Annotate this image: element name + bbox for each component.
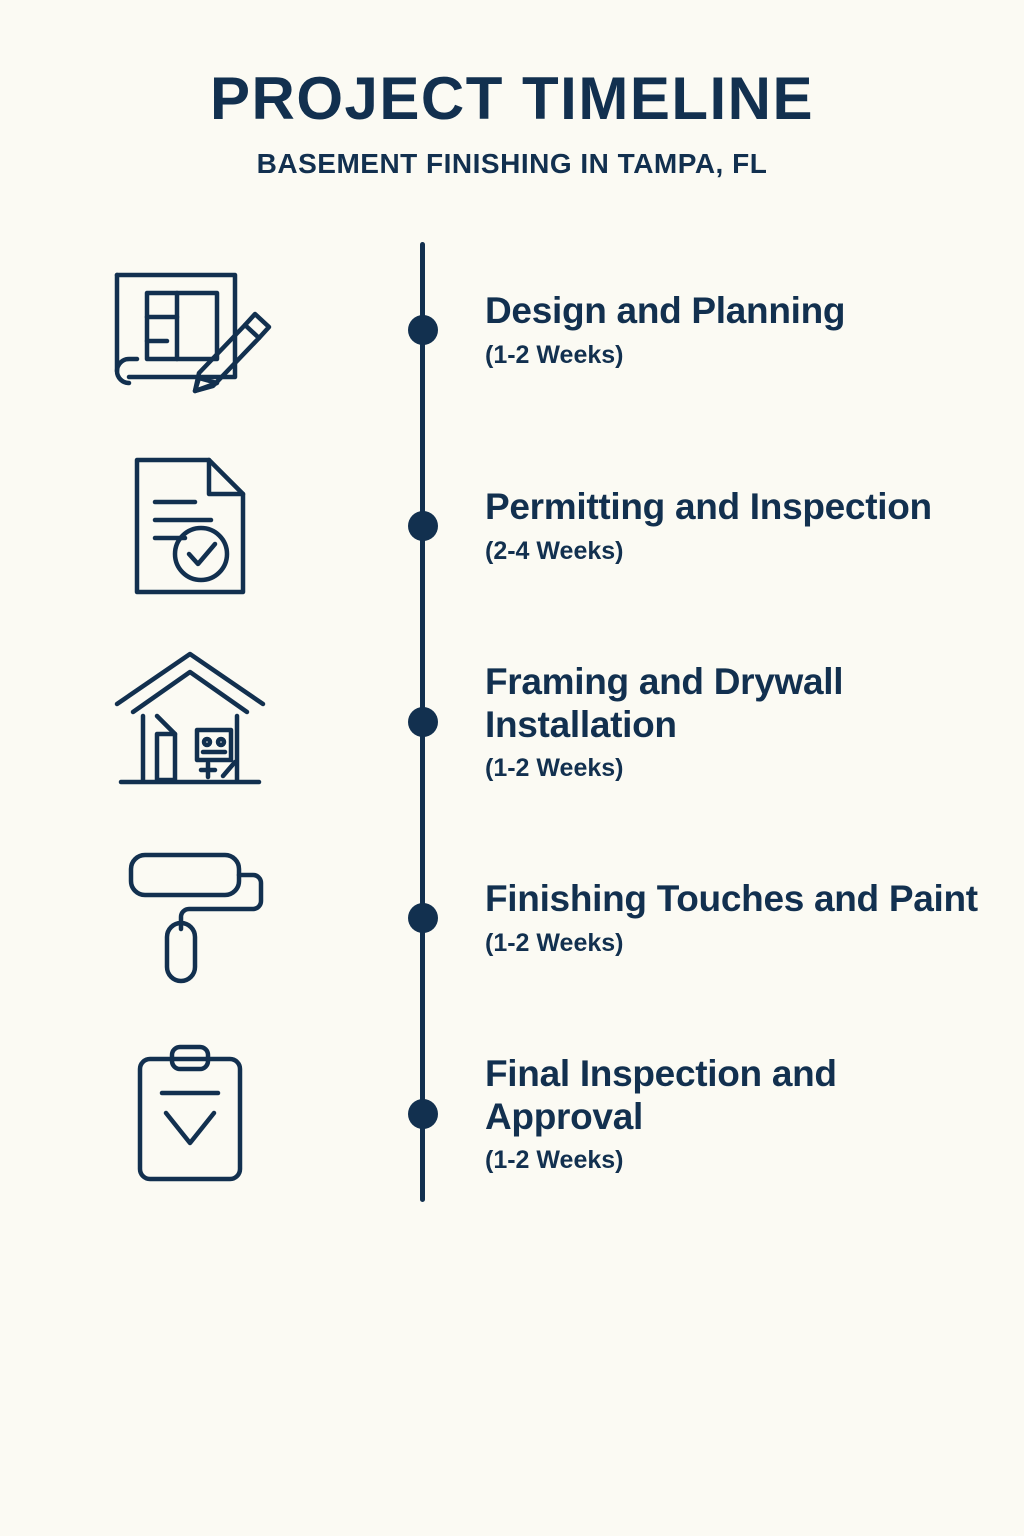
timeline-step xyxy=(0,1016,1024,1212)
step-duration: (1-2 Weeks) xyxy=(485,1146,624,1175)
step-duration: (1-2 Weeks) xyxy=(485,340,624,369)
step-marker xyxy=(380,903,465,933)
step-title: Finishing Touches and Paint xyxy=(485,878,978,920)
timeline-dot xyxy=(408,315,438,345)
step-title: Final Inspection and Approval xyxy=(485,1052,837,1137)
step-marker xyxy=(380,315,465,345)
house-framing-icon xyxy=(105,642,275,802)
header xyxy=(0,0,1024,180)
blueprint-pencil-icon xyxy=(103,255,278,405)
step-text xyxy=(465,290,1024,370)
step-icon-cell xyxy=(0,255,380,405)
step-icon-cell xyxy=(0,841,380,996)
step-marker xyxy=(380,511,465,541)
step-text xyxy=(465,1053,1024,1175)
step-title: Permitting and Inspection xyxy=(485,486,932,528)
step-marker xyxy=(380,1099,465,1129)
step-icon-cell xyxy=(0,1039,380,1189)
step-text xyxy=(465,486,1024,566)
timeline xyxy=(0,232,1024,1212)
timeline-dot xyxy=(408,903,438,933)
step-marker xyxy=(380,707,465,737)
timeline-dot xyxy=(408,1099,438,1129)
page-subtitle: BASEMENT FINISHING IN TAMPA, FL xyxy=(256,148,768,179)
step-icon-cell xyxy=(0,642,380,802)
document-check-icon xyxy=(115,446,265,606)
step-duration: (1-2 Weeks) xyxy=(485,928,624,957)
timeline-step xyxy=(0,428,1024,624)
timeline-dot xyxy=(408,707,438,737)
timeline-dot xyxy=(408,511,438,541)
timeline-step xyxy=(0,232,1024,428)
step-title: Framing and Drywall Installation xyxy=(485,660,844,745)
timeline-step xyxy=(0,820,1024,1016)
step-text xyxy=(465,661,1024,783)
timeline-step xyxy=(0,624,1024,820)
step-duration: (1-2 Weeks) xyxy=(485,754,624,783)
paint-roller-icon xyxy=(115,841,265,996)
step-title: Design and Planning xyxy=(485,290,846,332)
step-duration: (2-4 Weeks) xyxy=(485,536,624,565)
step-icon-cell xyxy=(0,446,380,606)
clipboard-check-icon xyxy=(120,1039,260,1189)
step-text xyxy=(465,878,1024,958)
page-title: PROJECT TIMELINE xyxy=(209,65,815,132)
